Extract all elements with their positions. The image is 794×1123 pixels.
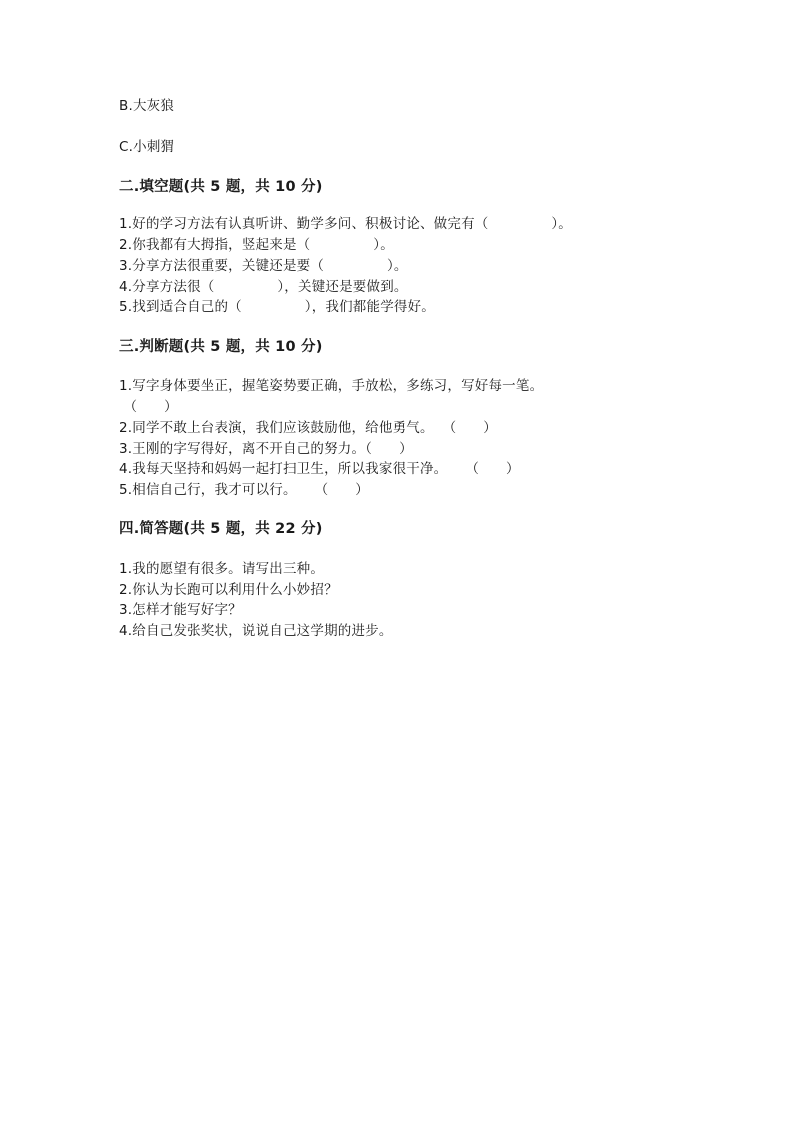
fill-blank-question-5: 5.找到适合自己的（ ），我们都能学得好。 [119, 299, 436, 315]
true-false-question-1-bracket: （ ） [119, 399, 178, 415]
short-answer-question-1: 1.我的愿望有很多。请写出三种。 [119, 561, 325, 577]
true-false-question-3: 3.王刚的字写得好，离不开自己的努力。（ ） [119, 441, 413, 457]
true-false-question-1: 1.写字身体要坐正，握笔姿势要正确，手放松，多练习，写好每一笔。 [119, 378, 544, 394]
fill-blank-question-1: 1.好的学习方法有认真听讲、勤学多问、积极讨论、做完有（ ）。 [119, 216, 573, 232]
short-answer-question-3: 3.怎样才能写好字？ [119, 602, 242, 618]
fill-blank-question-3: 3.分享方法很重要，关键还是要（ ）。 [119, 258, 408, 274]
fill-blank-question-2: 2.你我都有大拇指，竖起来是（ ）。 [119, 237, 394, 253]
section-title-short-answer: 四.简答题(共 5 题，共 22 分) [119, 521, 323, 537]
short-answer-question-4: 4.给自己发张奖状，说说自己这学期的进步。 [119, 623, 393, 639]
true-false-question-5: 5.相信自己行，我才可以行。 （ ） [119, 482, 369, 498]
option-b: B.大灰狼 [119, 98, 175, 114]
section-title-fill-blank: 二.填空题(共 5 题，共 10 分) [119, 179, 323, 195]
short-answer-question-2: 2.你认为长跑可以利用什么小妙招？ [119, 582, 338, 598]
true-false-question-2: 2.同学不敢上台表演，我们应该鼓励他，给他勇气。 （ ） [119, 420, 498, 436]
section-title-true-false: 三.判断题(共 5 题，共 10 分) [119, 339, 323, 355]
option-c: C.小刺猬 [119, 139, 175, 155]
true-false-question-4: 4.我每天坚持和妈妈一起打扫卫生，所以我家很干净。 （ ） [119, 461, 520, 477]
fill-blank-question-4: 4.分享方法很（ ），关键还是要做到。 [119, 279, 408, 295]
